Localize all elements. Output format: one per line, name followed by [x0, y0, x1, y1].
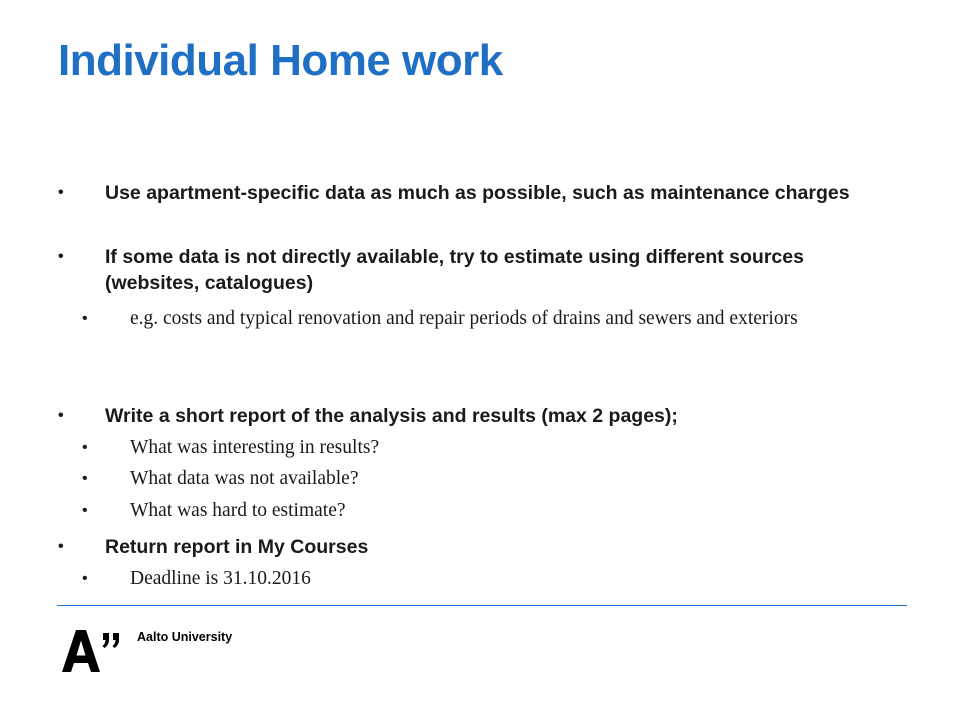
list-item-text: Write a short report of the analysis and results (max 2 pages);: [105, 405, 678, 427]
list-item-text: What was interesting in results?: [130, 437, 380, 458]
list-item-text: e.g. costs and typical renovation and repair periods of drains and sewers and exteriors: [130, 308, 798, 329]
bullet-icon: •: [82, 310, 88, 327]
list-item-text: What was hard to estimate?: [130, 500, 346, 521]
slide-title: Individual Home work: [58, 36, 503, 85]
bullet-icon: •: [58, 184, 64, 201]
list-item-text: Use apartment-specific data as much as possible, such as maintenance charges: [105, 182, 850, 204]
bullet-icon: •: [58, 248, 64, 265]
list-item-text: Return report in My Courses: [105, 536, 369, 558]
list-item-text: Deadline is 31.10.2016: [130, 568, 311, 589]
list-item: [82, 497, 910, 525]
list-item: [82, 565, 910, 593]
bullet-icon: •: [82, 502, 88, 519]
aalto-logo: [62, 626, 252, 674]
list-item: [58, 244, 895, 296]
list-item: [58, 403, 895, 429]
list-item-text: If some data is not directly available, try to estimate using different sources (websites, catalogues): [105, 246, 804, 294]
bullet-icon: •: [82, 570, 88, 587]
list-item: [58, 180, 895, 206]
bullet-icon: •: [82, 439, 88, 456]
bullet-icon: •: [58, 407, 64, 424]
list-item: [58, 534, 895, 560]
list-item-text: What data was not available?: [130, 468, 359, 489]
bullet-icon: •: [82, 470, 88, 487]
university-name: Aalto University: [137, 630, 233, 644]
bullet-icon: •: [58, 538, 64, 555]
list-item: [82, 305, 910, 333]
list-item: [82, 465, 910, 493]
footer-divider: [57, 605, 907, 606]
list-item: [82, 434, 910, 462]
aalto-logo-icon: [62, 626, 124, 674]
